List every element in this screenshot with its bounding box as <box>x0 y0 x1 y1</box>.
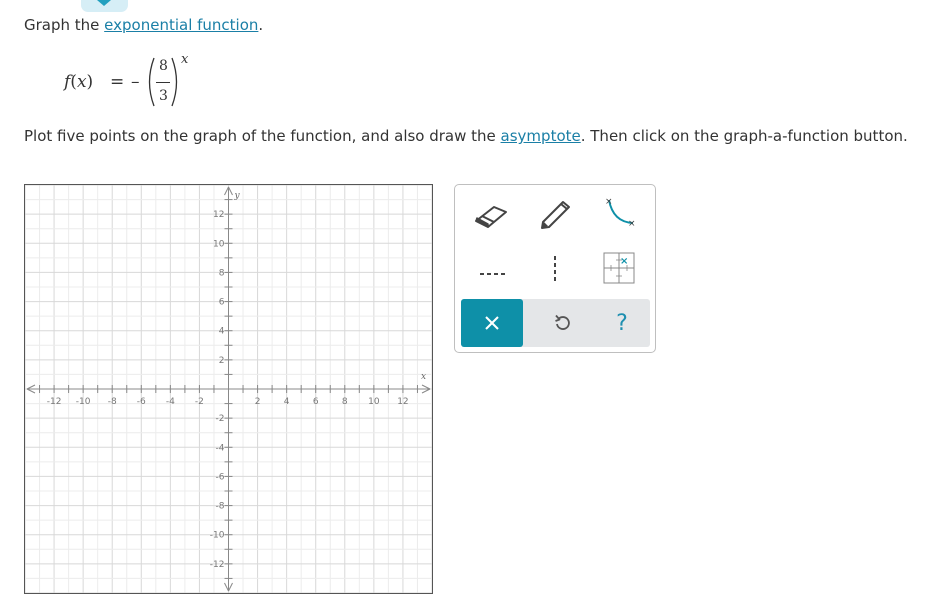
x-tick-label: -12 <box>46 397 62 407</box>
undo-button[interactable] <box>539 299 587 347</box>
chevron-down-icon <box>97 0 111 6</box>
tick-labels <box>47 191 426 570</box>
formula-negative-sign: – <box>131 72 140 92</box>
y-tick-label: -12 <box>209 559 225 570</box>
x-tick-label: -6 <box>136 397 146 407</box>
y-tick-label: -4 <box>215 443 225 454</box>
eraser-tool[interactable] <box>469 198 513 232</box>
y-tick-label: 8 <box>218 268 225 279</box>
x-tick-label: -10 <box>75 397 91 407</box>
x-tick-label: -4 <box>165 397 175 407</box>
formula-equals: = <box>110 72 125 92</box>
y-tick-label: -6 <box>215 472 225 483</box>
x-tick-label: 2 <box>254 397 261 407</box>
x-tick-label: 6 <box>312 397 319 407</box>
y-tick-label: -10 <box>209 530 225 541</box>
x-tick-label: 8 <box>341 397 348 407</box>
x-tick-label: 10 <box>368 397 380 407</box>
undo-icon <box>553 313 573 333</box>
x-axis-label: x <box>421 372 427 382</box>
svg-text:×: × <box>628 219 636 229</box>
drawing-tool-panel <box>454 184 656 353</box>
formula-exponent: x <box>181 52 189 67</box>
formula-denominator: 3 <box>159 88 168 104</box>
dashed-line-icon <box>473 259 513 279</box>
pencil-tool[interactable] <box>531 195 575 229</box>
y-axis-label: y <box>234 191 240 201</box>
eraser-icon <box>472 200 510 230</box>
collapse-tab[interactable] <box>81 0 128 12</box>
x-tick-label: -8 <box>107 397 117 407</box>
left-paren <box>144 56 156 108</box>
question-line-2: Plot five points on the graph of the function, and also draw the asymptote. Then click on the graph-a-function button. <box>24 127 908 145</box>
y-tick-label: 2 <box>218 355 225 366</box>
y-tick-label: 12 <box>213 210 225 221</box>
y-tick-label: 6 <box>218 297 225 308</box>
action-bar <box>461 299 650 347</box>
asymptote-vertical-tool[interactable] <box>533 252 577 286</box>
asymptote-link[interactable]: asymptote <box>500 127 581 145</box>
point-grid-tool[interactable] <box>597 251 641 285</box>
function-formula <box>64 52 224 112</box>
fraction-bar <box>156 82 170 83</box>
asymptote-horizontal-tool[interactable] <box>471 252 515 286</box>
help-button[interactable]: ? <box>616 310 628 336</box>
x-tick-label: -2 <box>194 397 204 407</box>
formula-lhs: f(x) <box>64 72 94 92</box>
graph-area[interactable] <box>24 184 433 594</box>
svg-text:×: × <box>605 197 613 207</box>
clear-button[interactable] <box>461 299 523 347</box>
vertical-dashed-line-icon <box>545 254 565 284</box>
axes <box>27 187 430 591</box>
svg-text:×: × <box>620 256 629 267</box>
point-grid-icon <box>602 251 636 285</box>
question-line-1: Graph the exponential function. <box>24 16 264 34</box>
formula-numerator: 8 <box>159 58 168 74</box>
y-tick-label: -2 <box>215 414 225 425</box>
exponential-function-link[interactable]: exponential function <box>104 16 259 34</box>
coordinate-grid[interactable] <box>25 185 432 593</box>
pencil-icon <box>533 194 573 230</box>
x-tick-label: 4 <box>283 397 290 407</box>
exponential-curve-icon <box>597 194 637 230</box>
x-tick-label: 12 <box>397 397 409 407</box>
y-tick-label: 10 <box>213 239 225 250</box>
close-icon <box>483 314 501 332</box>
exponential-curve-tool[interactable] <box>595 195 639 229</box>
y-tick-label: 4 <box>218 326 225 337</box>
y-tick-label: -8 <box>215 501 225 512</box>
